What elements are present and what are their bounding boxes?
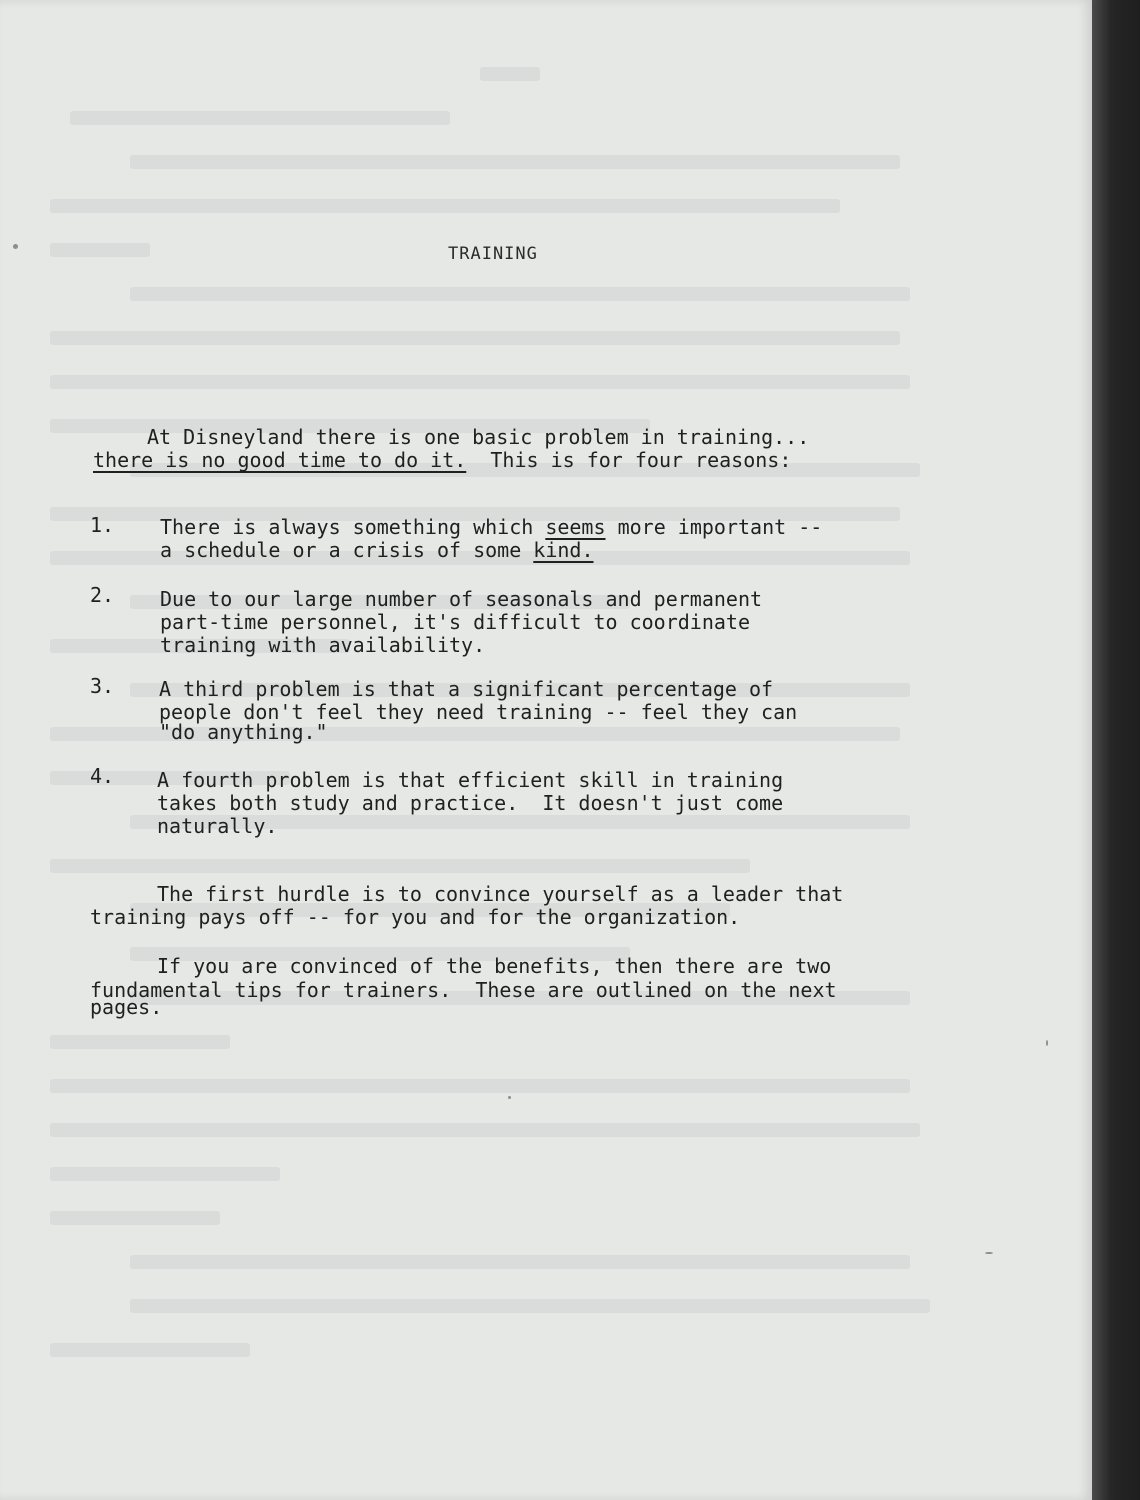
list-item-1 (90, 514, 950, 564)
list-item-3 (90, 675, 950, 747)
item-line: takes both study and practice. It doesn't just come (157, 791, 784, 815)
closing-2-line-1: If you are convinced of the benefits, then there are two (157, 954, 832, 978)
closing-2-line-3: pages. (90, 995, 163, 1019)
item-line: A fourth problem is that efficient skill in training (157, 768, 784, 792)
item-line (160, 516, 822, 539)
item-text-segment: There is always something which (160, 515, 546, 539)
closing-1-line-1: The first hurdle is to convince yourself as a leader that (157, 882, 844, 906)
background-edge (1092, 0, 1140, 1500)
document-title: TRAINING (448, 244, 538, 264)
intro-line-2-rest: This is for four reasons: (466, 448, 792, 472)
list-item-2 (90, 584, 950, 656)
closing-2-line-2: fundamental tips for trainers. These are outlined on the next (90, 978, 837, 1002)
item-number: 2. (90, 583, 115, 607)
item-line: training with availability. (160, 633, 486, 657)
item-line: "do anything." (159, 720, 328, 744)
item-line: people don't feel they need training -- feel they can (159, 700, 798, 724)
item-text-segment: a schedule or a crisis of some (160, 538, 534, 562)
intro-line-1: At Disneyland there is one basic problem in training... (147, 425, 810, 449)
item-line: Due to our large number of seasonals and permanent (160, 587, 763, 611)
paper-speck (1046, 1040, 1048, 1046)
intro-underlined-phrase: there is no good time to do it. (93, 448, 467, 472)
item-number: 1. (90, 513, 115, 537)
item-line: A third problem is that a significant percentage of (159, 677, 774, 701)
intro-line-2 (93, 449, 791, 472)
closing-1-line-2: training pays off -- for you and for the organization. (90, 905, 741, 929)
item-line (160, 539, 594, 562)
paper-speck (13, 244, 18, 249)
item-line: part-time personnel, it's difficult to coordinate (160, 610, 751, 634)
item-text-segment: more important -- (605, 515, 823, 539)
paper-speck (985, 1252, 993, 1254)
paper-speck (508, 1096, 511, 1099)
item-underlined-word: seems (545, 515, 606, 539)
item-line: naturally. (157, 814, 278, 838)
item-underlined-word: kind. (533, 538, 594, 562)
list-item-4 (90, 765, 950, 837)
item-number: 3. (90, 674, 115, 698)
item-number: 4. (90, 764, 115, 788)
